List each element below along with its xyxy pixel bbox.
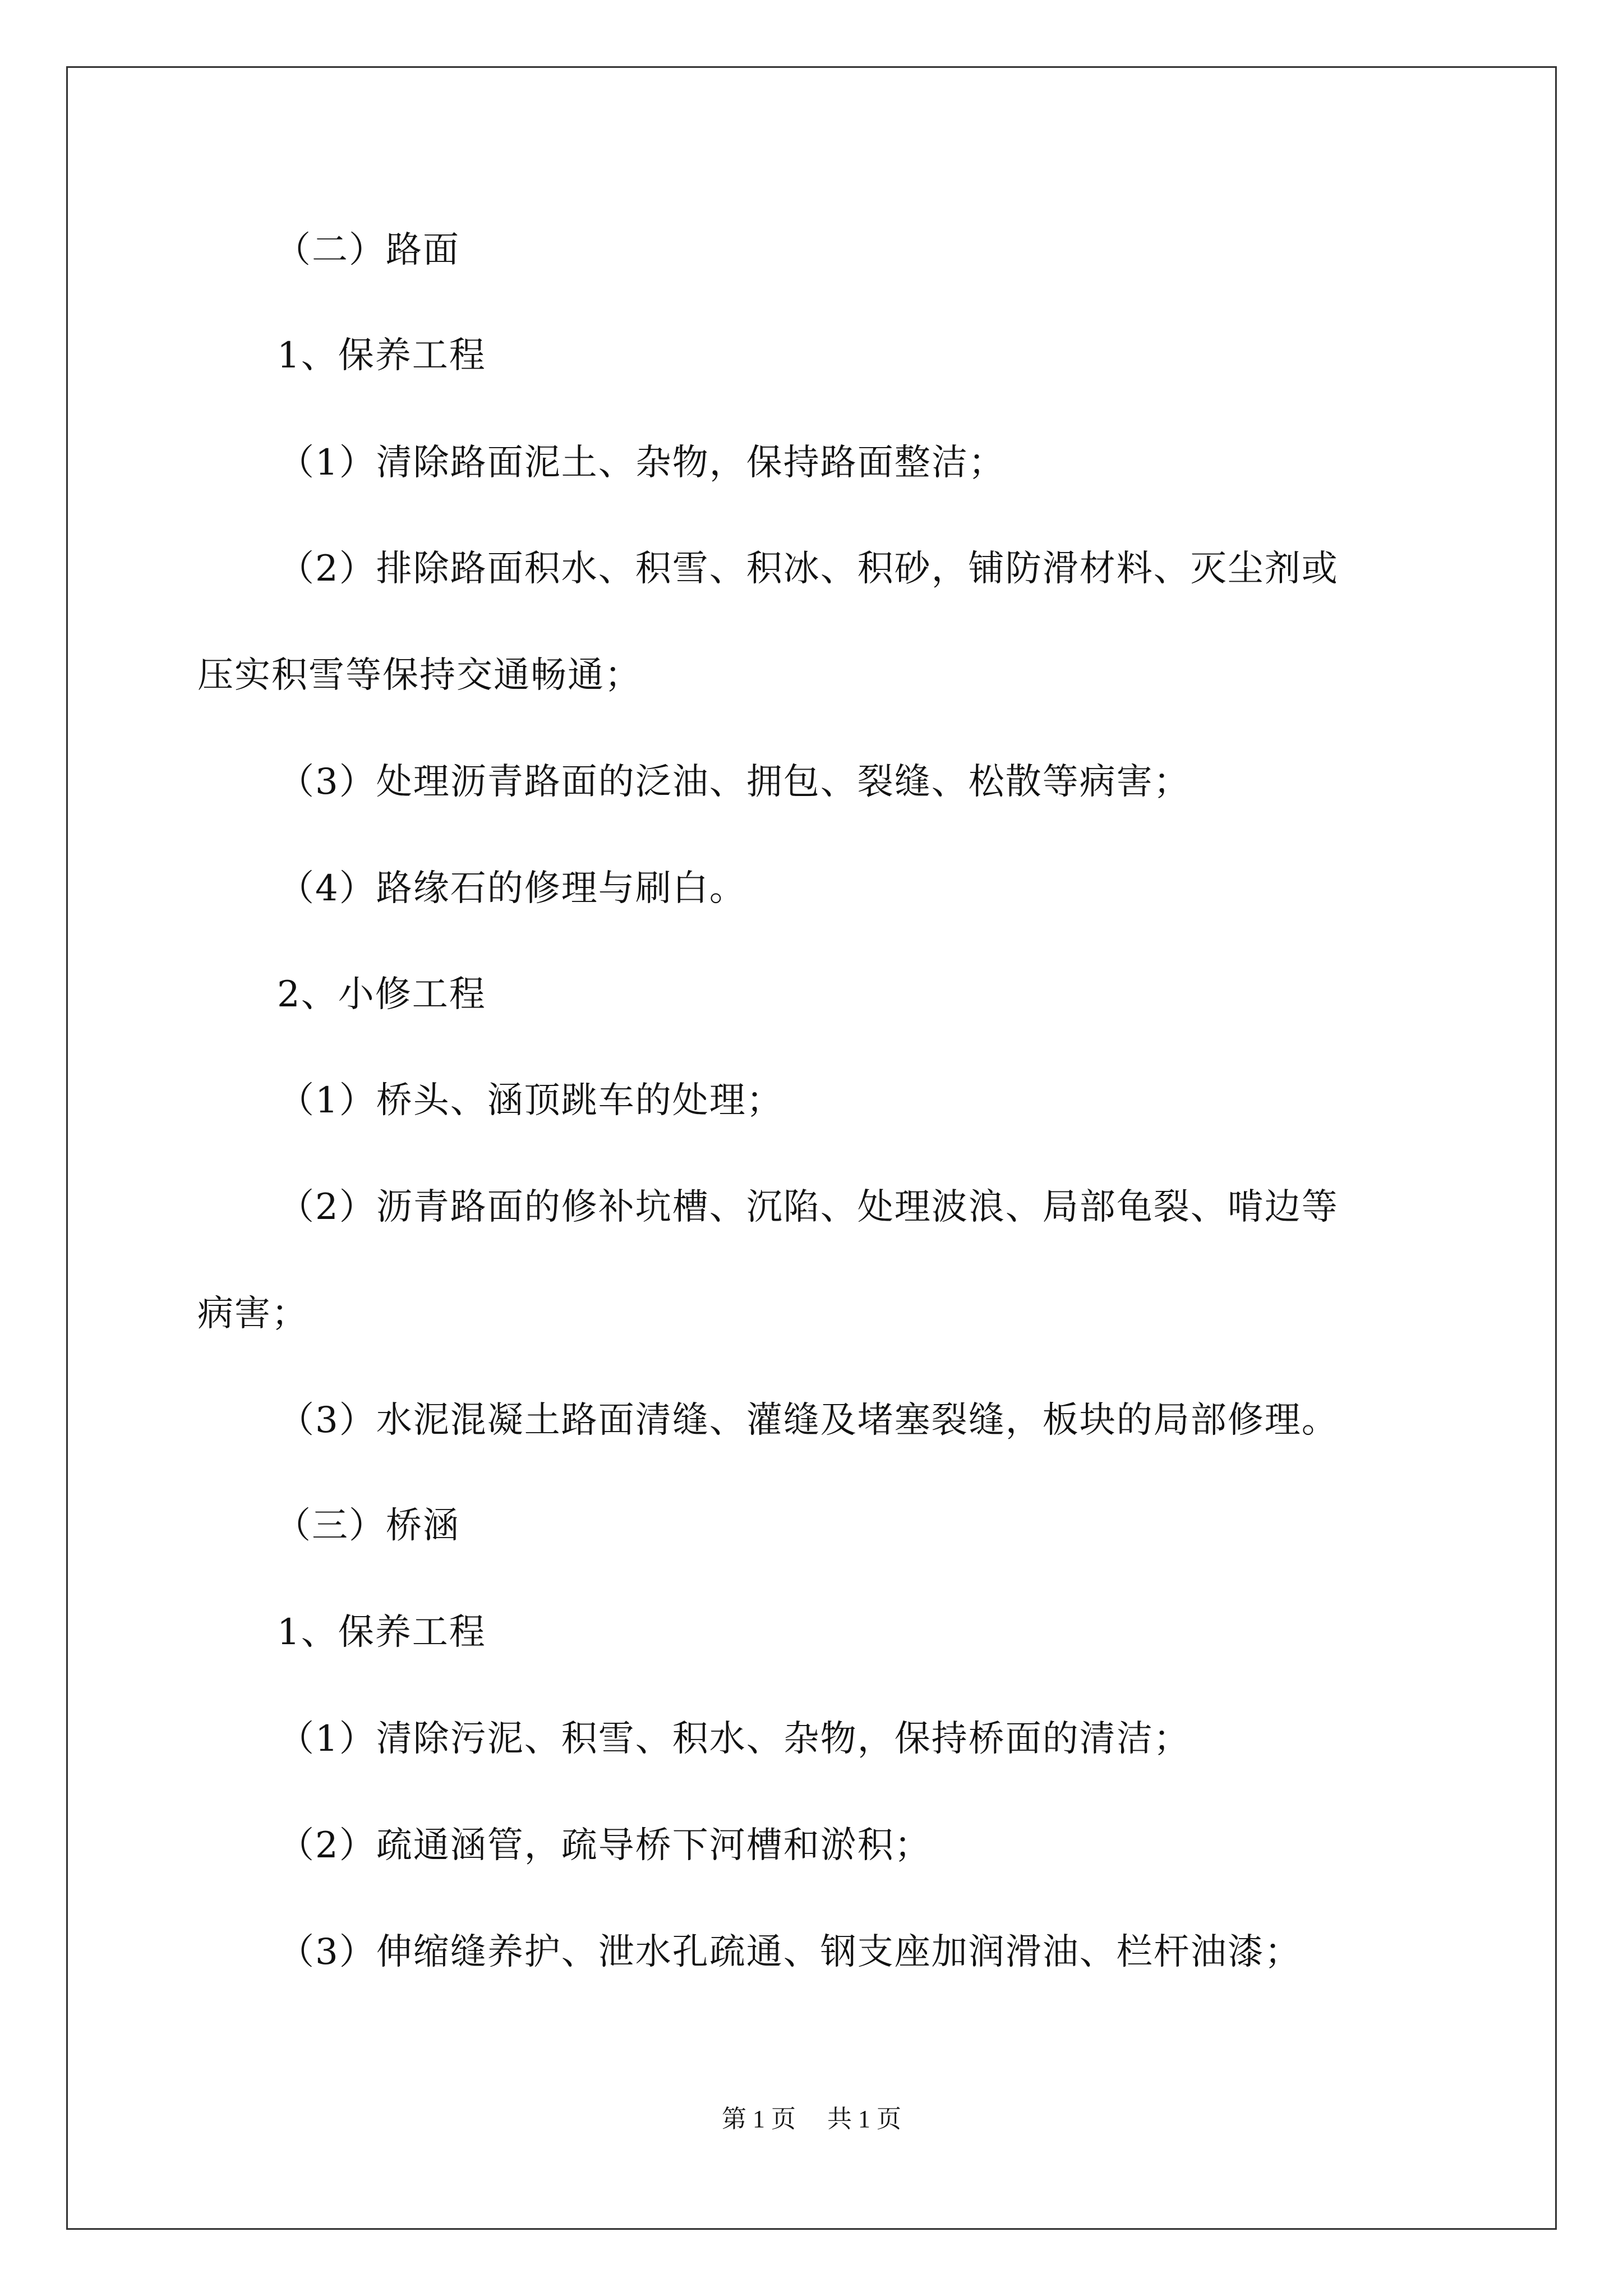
paragraph-line: （2）沥青路面的修补坑槽、沉陷、处理波浪、局部龟裂、啃边等 xyxy=(278,1186,1339,1228)
section-heading-pavement: （二）路面 xyxy=(275,229,460,271)
page-footer xyxy=(0,2102,1623,2136)
subheading-minor-repair: 2、小修工程 xyxy=(277,974,486,1015)
page-total: 共 1 页 xyxy=(827,2105,901,2133)
subheading-maintenance: 1、保养工程 xyxy=(277,335,486,376)
paragraph-line: （4）路缘石的修理与刷白。 xyxy=(278,868,746,909)
paragraph-line: （3）水泥混凝土路面清缝、灌缝及堵塞裂缝，板块的局部修理。 xyxy=(278,1400,1339,1441)
page-frame xyxy=(66,66,1557,2230)
paragraph-line-continuation: 病害； xyxy=(197,1293,308,1335)
paragraph-line: （2）排除路面积水、积雪、积冰、积砂，铺防滑材料、灭尘剂或 xyxy=(278,548,1339,590)
page-number: 第 1 页 xyxy=(722,2105,796,2133)
paragraph-line: （3）伸缩缝养护、泄水孔疏通、钢支座加润滑油、栏杆油漆； xyxy=(278,1931,1302,1973)
paragraph-line: （1）清除路面泥土、杂物，保持路面整洁； xyxy=(278,442,1006,484)
paragraph-line: （3）处理沥青路面的泛油、拥包、裂缝、松散等病害； xyxy=(278,761,1191,803)
paragraph-line: （1）桥头、涵顶跳车的处理； xyxy=(278,1080,783,1121)
subheading-maintenance: 1、保养工程 xyxy=(277,1612,486,1653)
paragraph-line: （2）疏通涵管，疏导桥下河槽和淤积； xyxy=(278,1825,932,1866)
section-heading-bridges-culverts: （三）桥涵 xyxy=(275,1505,460,1547)
paragraph-line: （1）清除污泥、积雪、积水、杂物，保持桥面的清洁； xyxy=(278,1718,1191,1760)
paragraph-line-continuation: 压实积雪等保持交通畅通； xyxy=(197,655,642,696)
